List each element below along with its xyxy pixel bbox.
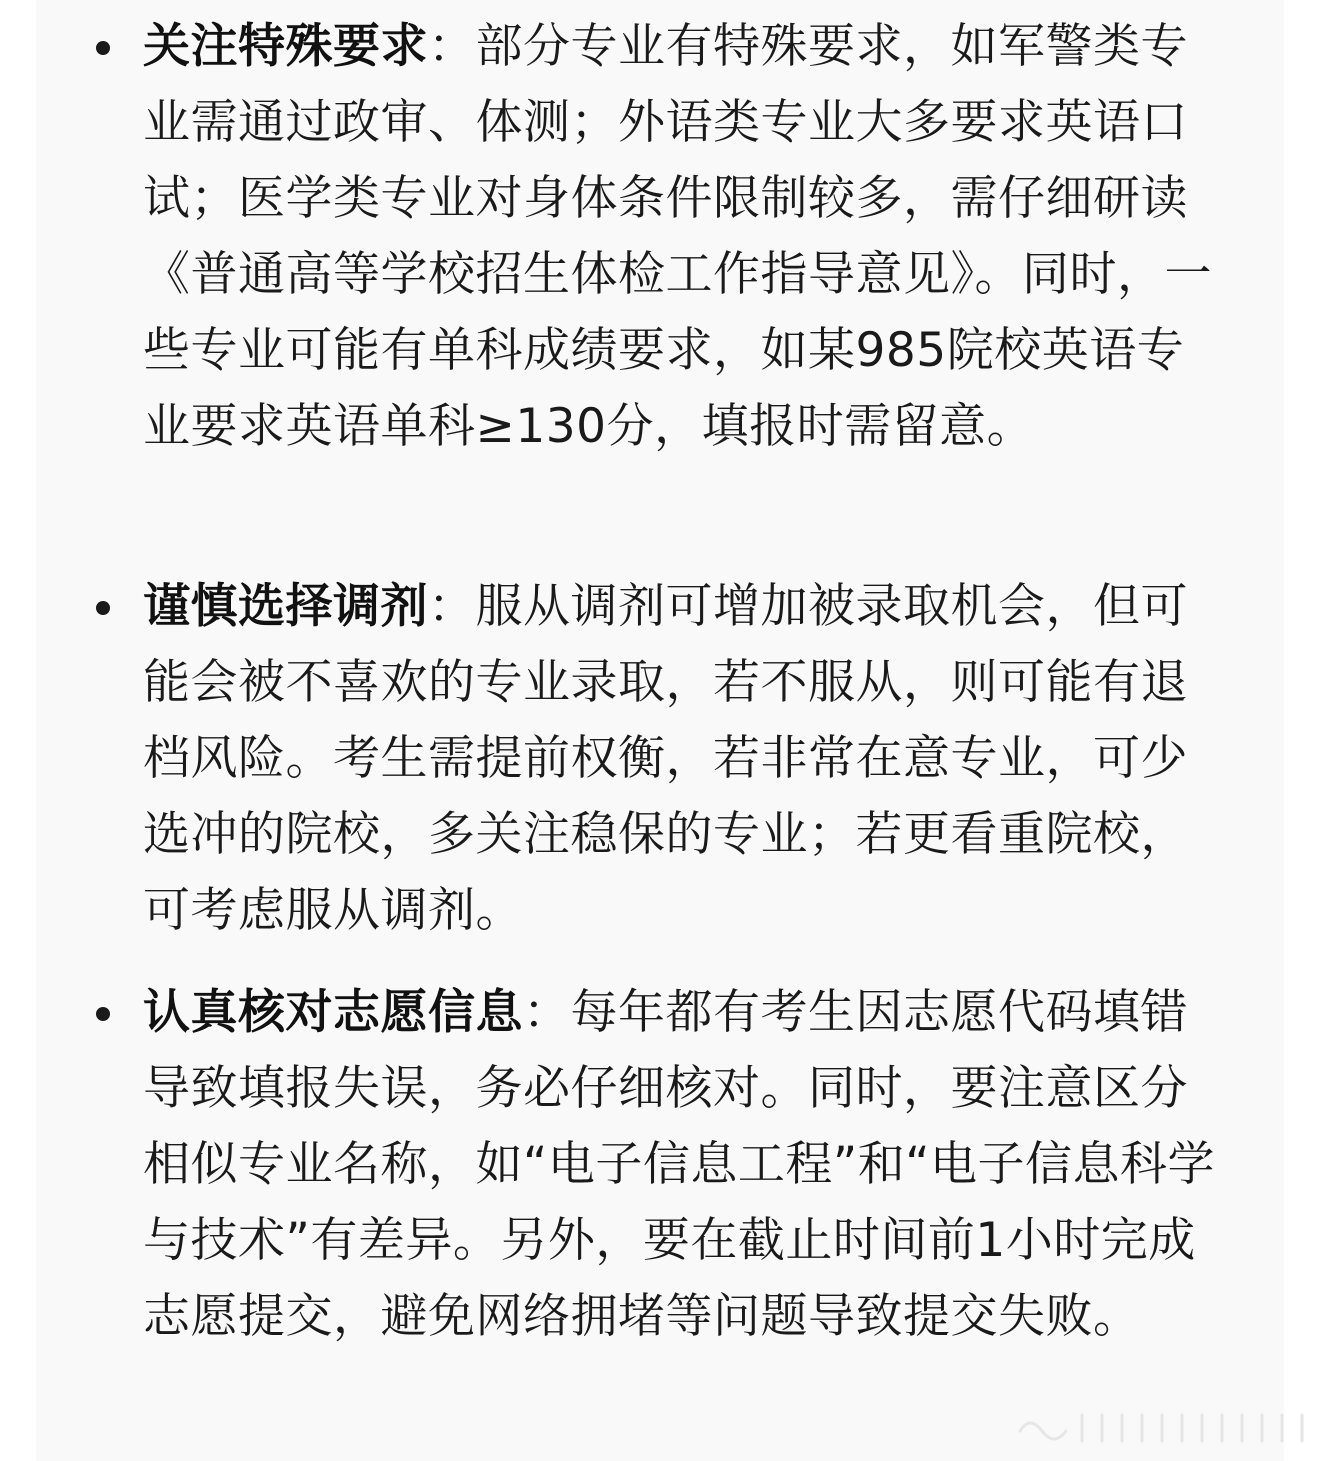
bullet-icon <box>96 1007 110 1021</box>
list-item-heading: 认真核对志愿信息 <box>143 985 523 1040</box>
list-item-heading: 关注特殊要求 <box>143 19 428 74</box>
list-item-heading: 谨慎选择调剂 <box>143 579 428 634</box>
list-item-separator: ： <box>523 985 571 1040</box>
content-card <box>36 0 1284 1461</box>
list-item-body: 每年都有考生因志愿代码填错导致填报失误，务必仔细核对。同时，要注意区分相似专业名称，如“电子信息工程”和“电子信息科学与技术”有差异。另外，要在截止时间前1小时完成志愿提交，避免网络拥堵等问题导致提交失败。 <box>143 985 1216 1344</box>
list-item-text <box>143 569 1228 949</box>
watermark-icon <box>1012 1403 1312 1451</box>
list-item-body: 服从调剂可增加被录取机会，但可能会被不喜欢的专业录取，若不服从，则可能有退档风险。考生需提前权衡，若非常在意专业，可少选冲的院校，多关注稳保的专业；若更看重院校，可考虑服从调剂。 <box>143 579 1188 938</box>
list-item-separator: ： <box>428 19 476 74</box>
bullet-icon <box>96 601 110 615</box>
list-item-text <box>143 975 1228 1355</box>
list-item-text <box>143 9 1228 465</box>
list-item-separator: ： <box>428 579 476 634</box>
list-item-body: 部分专业有特殊要求，如军警类专业需通过政审、体测；外语类专业大多要求英语口试；医学类专业对身体条件限制较多，需仔细研读《普通高等学校招生体检工作指导意见》。同时，一些专业可能有单科成绩要求，如某985院校英语专业要求英语单科≥130分，填报时需留意。 <box>143 19 1212 454</box>
bullet-icon <box>96 41 110 55</box>
